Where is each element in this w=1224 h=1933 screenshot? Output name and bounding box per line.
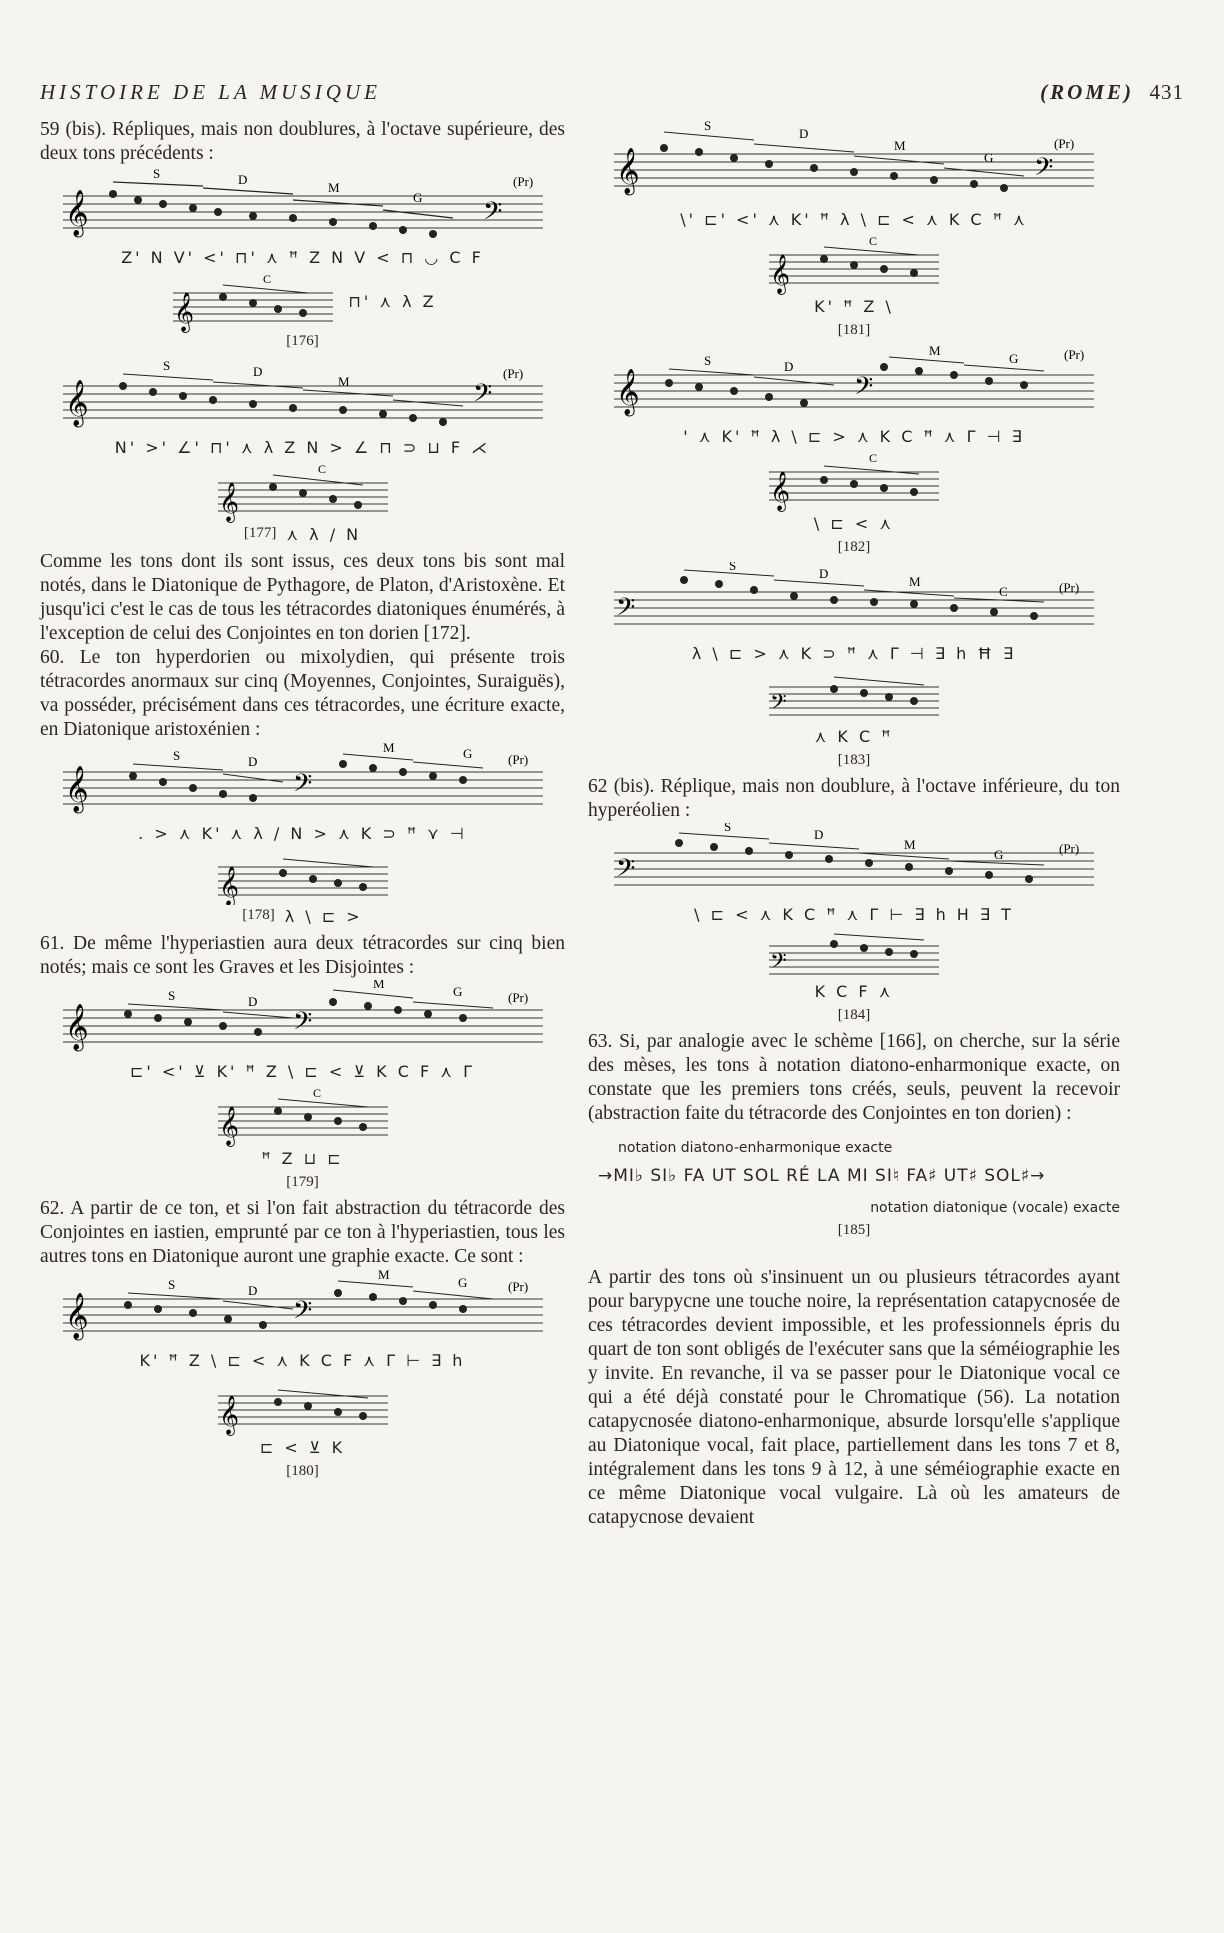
svg-text:D: D (237, 172, 247, 187)
notation-symbols-183-small: ⋏ K C ꟸ (814, 727, 894, 746)
right-column (588, 118, 1120, 1530)
example-ref-183: [183] (837, 752, 871, 768)
music-staff-180-small (213, 1376, 393, 1436)
svg-text:D: D (784, 359, 794, 374)
left-column (40, 118, 565, 1486)
svg-text:G: G (412, 190, 422, 205)
svg-text:G: G (452, 984, 462, 999)
svg-text:𝄞: 𝄞 (218, 866, 239, 905)
example-ref-184: [184] (837, 1007, 871, 1023)
notation-symbols-176-small: ⊓' ⋏ λ Z (348, 291, 437, 311)
scale-notes: →MI♭ SI♭ FA UT SOL RÉ LA MI SI♮ FA♯ UT♯ SOL♯→ (598, 1166, 1046, 1186)
music-staff-181 (604, 118, 1104, 208)
paragraph-60: 60. Le ton hyperdorien ou mixolydien, qui présente trois tétracordes anormaux sur cinq (Moyennes, Conjointes, Suraiguës), va posséder, précisément dans ces tétracordes, une écriture exacte, en Diatonique aristoxénien : (40, 647, 565, 740)
music-staff-176 (53, 166, 553, 246)
svg-text:M: M (337, 374, 350, 389)
svg-text:(Pr): (Pr) (502, 366, 523, 381)
label-s: S (152, 166, 160, 181)
svg-text:G: G (457, 1275, 467, 1290)
notation-symbols-182: ' ⋏ K' ꟸ λ \ ⊏ > ⋏ K C ꟸ ⋏ Γ ⊣ ∃ (683, 427, 1025, 446)
svg-text:𝄞: 𝄞 (218, 1106, 239, 1146)
music-staff-177 (53, 356, 553, 436)
svg-text:𝄢: 𝄢 (770, 690, 787, 720)
svg-text:(Pr): (Pr) (1059, 841, 1080, 856)
svg-text:𝄞: 𝄞 (64, 766, 89, 812)
svg-text:𝄞: 𝄞 (616, 369, 640, 415)
svg-text:𝄞: 𝄞 (218, 1395, 239, 1435)
svg-text:𝄢: 𝄢 (482, 197, 502, 232)
svg-text:(Pr): (Pr) (1064, 347, 1085, 362)
svg-text:𝄢: 𝄢 (292, 1296, 312, 1331)
notation-symbols-176: Z' N V' <' ⊓' ⋏ ꟸ Z N V < ⊓ ◡ C F (121, 248, 484, 267)
svg-text:𝄞: 𝄞 (218, 482, 239, 522)
svg-text:𝄢: 𝄢 (854, 372, 874, 407)
music-staff-182 (604, 345, 1104, 425)
paragraph-59bis: 59 (bis). Répliques, mais non doublures, à l'octave supérieure, des deux tons précédents : (40, 119, 565, 164)
svg-text:(Pr): (Pr) (512, 174, 533, 189)
scale-diagram-185 (588, 1140, 1120, 1260)
scale-top-label: notation diatono-enharmonique exacte (618, 1140, 893, 1156)
svg-text:D: D (814, 827, 824, 842)
svg-text:C: C (999, 584, 1008, 599)
svg-text:𝄢: 𝄢 (1034, 153, 1054, 188)
svg-text:C: C (869, 235, 878, 248)
svg-text:S: S (167, 1277, 175, 1292)
music-staff-180 (53, 1269, 553, 1349)
svg-text:C: C (317, 463, 326, 476)
section-title: (ROME) (1040, 80, 1134, 104)
example-ref-179: [179] (286, 1174, 319, 1190)
scale-bottom-label: notation diatonique (vocale) exacte (870, 1200, 1120, 1216)
music-staff-177-small (213, 463, 393, 523)
notation-symbols-177: N' >' ∠' ⊓' ⋏ λ Z N > ∠ ⊓ ⊃ ⊔ F ⋌ (114, 438, 491, 457)
paragraph-63b: A partir des tons où s'insinuent un ou plusieurs tétracordes ayant pour barypycne une touche noire, la représentation catapycnosée de ces tétracordes devient impossible, et les professionnels épris du quart de ton sont obligés de l'exécuter sans que la séméiographie les y invite. En revanche, il va se passer pour le Diatonique vocal ce qui a été déjà constaté pour le Chromatique (56). La notation catapycnosée diatono-enharmonique, absurde lorsqu'elle s'applique au Diatonique vocal, fait place, partiellement dans les tons 7 et 8, intégralement dans les tons 9 à 12, à une séméiographie exacte en ce même Diatonique vocal vulgaire. Là où les amateurs de catapycnose devaient (588, 1267, 1120, 1528)
page-number: 431 (1149, 80, 1184, 104)
paragraph-62bis: 62 (bis). Réplique, mais non doublure, à l'octave inférieure, du ton hyperéolien : (588, 776, 1120, 821)
paragraph-60a: Comme les tons dont ils sont issus, ces deux tons bis sont mal notés, dans le Diatonique de Pythagore, de Platon, d'Aristoxène. Et jusqu'ici c'est le cas de tous les tétracordes diatoniques énumérés, à l'exception de celui des Conjointes en ton dorien [172]. (40, 551, 565, 644)
notation-symbols-179: ⊏' <' ⊻ K' ꟸ Z \ ⊏ < ⊻ K C F ⋏ Γ (129, 1062, 475, 1081)
svg-text:D: D (247, 754, 257, 769)
svg-text:𝄢: 𝄢 (472, 379, 492, 414)
page-header (40, 80, 1184, 110)
svg-text:M: M (894, 138, 906, 153)
notation-symbols-181: \' ⊏' <' ⋏ K' ꟸ λ \ ⊏ < ⋏ K C ꟸ ⋏ (680, 210, 1028, 229)
svg-text:𝄞: 𝄞 (64, 1004, 89, 1050)
svg-text:M: M (372, 980, 385, 991)
notation-symbols-179-small: ꟸ Z ⊔ ⊏ (261, 1149, 344, 1168)
svg-text:D: D (252, 364, 262, 379)
music-staff-183-small (764, 669, 944, 725)
example-ref-178: [178] (242, 907, 275, 923)
svg-text:S: S (704, 118, 712, 133)
paragraph-62: 62. A partir de ce ton, et si l'on fait abstraction du tétracorde des Conjointes en iastien, emprunté par ce ton à l'hyperiastien, tous les autres tons en Diatonique auront une graphie exacte. Ce sont : (40, 1198, 565, 1267)
svg-text:S: S (724, 823, 732, 834)
svg-text:𝄞: 𝄞 (616, 148, 640, 194)
example-ref-180: [180] (286, 1463, 319, 1479)
example-ref-185: [185] (837, 1222, 871, 1238)
svg-text:M: M (327, 180, 340, 195)
svg-text:𝄞: 𝄞 (64, 380, 89, 426)
svg-text:S: S (172, 748, 180, 763)
notation-symbols-184-small: K C F ⋏ (814, 982, 894, 1001)
svg-text:C: C (869, 452, 878, 465)
notation-symbols-178: . > ⋏ K' ⋏ λ / N > ⋏ K ⊃ ꟸ ⋎ ⊣ (138, 824, 467, 843)
svg-text:𝄢: 𝄢 (616, 593, 636, 628)
notation-symbols-177-small: ⋏ λ / N (286, 525, 362, 544)
music-staff-184 (604, 823, 1104, 903)
music-staff-179-small (213, 1087, 393, 1147)
music-staff-179 (53, 980, 553, 1060)
paragraph-63: 63. Si, par analogie avec le schème [166], on cherche, sur la série des mèses, les tons à notation diatono-enharmonique exacte, on constate que les premiers tons créés, seuls, peuvent la recevoir (abstraction faite du tétracorde des Conjointes en ton dorien) : (588, 1031, 1120, 1124)
svg-text:(Pr): (Pr) (507, 752, 528, 767)
svg-text:S: S (162, 358, 170, 373)
svg-text:S: S (704, 353, 712, 368)
svg-text:G: G (984, 150, 994, 165)
notation-symbols-180: K' ꟸ Z \ ⊏ < ⋏ K C F ⋏ Γ ⊢ ∃ h (139, 1351, 466, 1370)
svg-text:𝄞: 𝄞 (770, 471, 791, 511)
music-staff-178 (53, 742, 553, 822)
svg-text:D: D (799, 126, 809, 141)
example-ref-182: [182] (837, 539, 871, 555)
notation-symbols-184: \ ⊏ < ⋏ K C ꟸ ⋏ Γ ⊢ ∃ h H ∃ T (694, 905, 1014, 924)
svg-text:𝄞: 𝄞 (174, 292, 195, 332)
svg-text:M: M (377, 1269, 390, 1282)
svg-text:S: S (167, 988, 175, 1003)
paragraph-61: 61. De même l'hyperiastien aura deux tétracordes sur cinq bien notés; mais ce sont les Graves et les Disjointes : (40, 933, 565, 978)
music-staff-184-small (764, 930, 944, 980)
svg-text:G: G (1009, 351, 1019, 366)
svg-text:C: C (263, 273, 272, 286)
svg-text:𝄞: 𝄞 (64, 190, 89, 236)
running-title: HISTOIRE DE LA MUSIQUE (40, 80, 381, 104)
notation-symbols-182-small: \ ⊏ < ⋏ (813, 514, 895, 533)
svg-text:M: M (904, 837, 916, 852)
svg-text:(Pr): (Pr) (507, 1279, 528, 1294)
svg-text:S: S (729, 562, 737, 573)
notation-symbols-181-small: K' ꟸ Z \ (814, 297, 894, 316)
svg-text:𝄢: 𝄢 (292, 769, 312, 804)
svg-text:D: D (247, 994, 257, 1009)
music-staff-182-small (764, 452, 944, 512)
svg-text:G: G (994, 847, 1004, 862)
svg-text:𝄞: 𝄞 (770, 254, 791, 294)
example-ref-176: [176] (286, 333, 319, 349)
music-staff-181-small (764, 235, 944, 295)
svg-text:D: D (819, 566, 829, 581)
svg-text:(Pr): (Pr) (507, 990, 528, 1005)
music-staff-176-small (168, 273, 338, 333)
svg-text:M: M (382, 742, 395, 755)
svg-text:M: M (909, 574, 921, 589)
svg-text:D: D (247, 1283, 257, 1298)
music-staff-178-small (213, 849, 393, 905)
svg-text:G: G (462, 746, 472, 761)
notation-symbols-178-small: λ \ ⊏ > (284, 907, 363, 926)
svg-text:(Pr): (Pr) (1059, 580, 1080, 595)
svg-text:𝄢: 𝄢 (770, 949, 787, 979)
svg-text:C: C (312, 1087, 321, 1100)
notation-symbols-183: λ \ ⊏ > ⋏ K ⊃ ꟸ ⋏ Γ ⊣ ∃ h Ħ ∃ (691, 644, 1017, 663)
svg-text:M: M (929, 345, 941, 358)
notation-symbols-180-small: ⊏ < ⊻ K (259, 1438, 346, 1457)
svg-text:(Pr): (Pr) (1054, 136, 1075, 151)
example-ref-177: [177] (243, 525, 277, 541)
svg-text:𝄢: 𝄢 (292, 1007, 312, 1042)
music-staff-183 (604, 562, 1104, 642)
svg-text:𝄢: 𝄢 (616, 854, 636, 889)
example-ref-181: [181] (837, 322, 871, 338)
svg-text:𝄞: 𝄞 (64, 1293, 89, 1339)
